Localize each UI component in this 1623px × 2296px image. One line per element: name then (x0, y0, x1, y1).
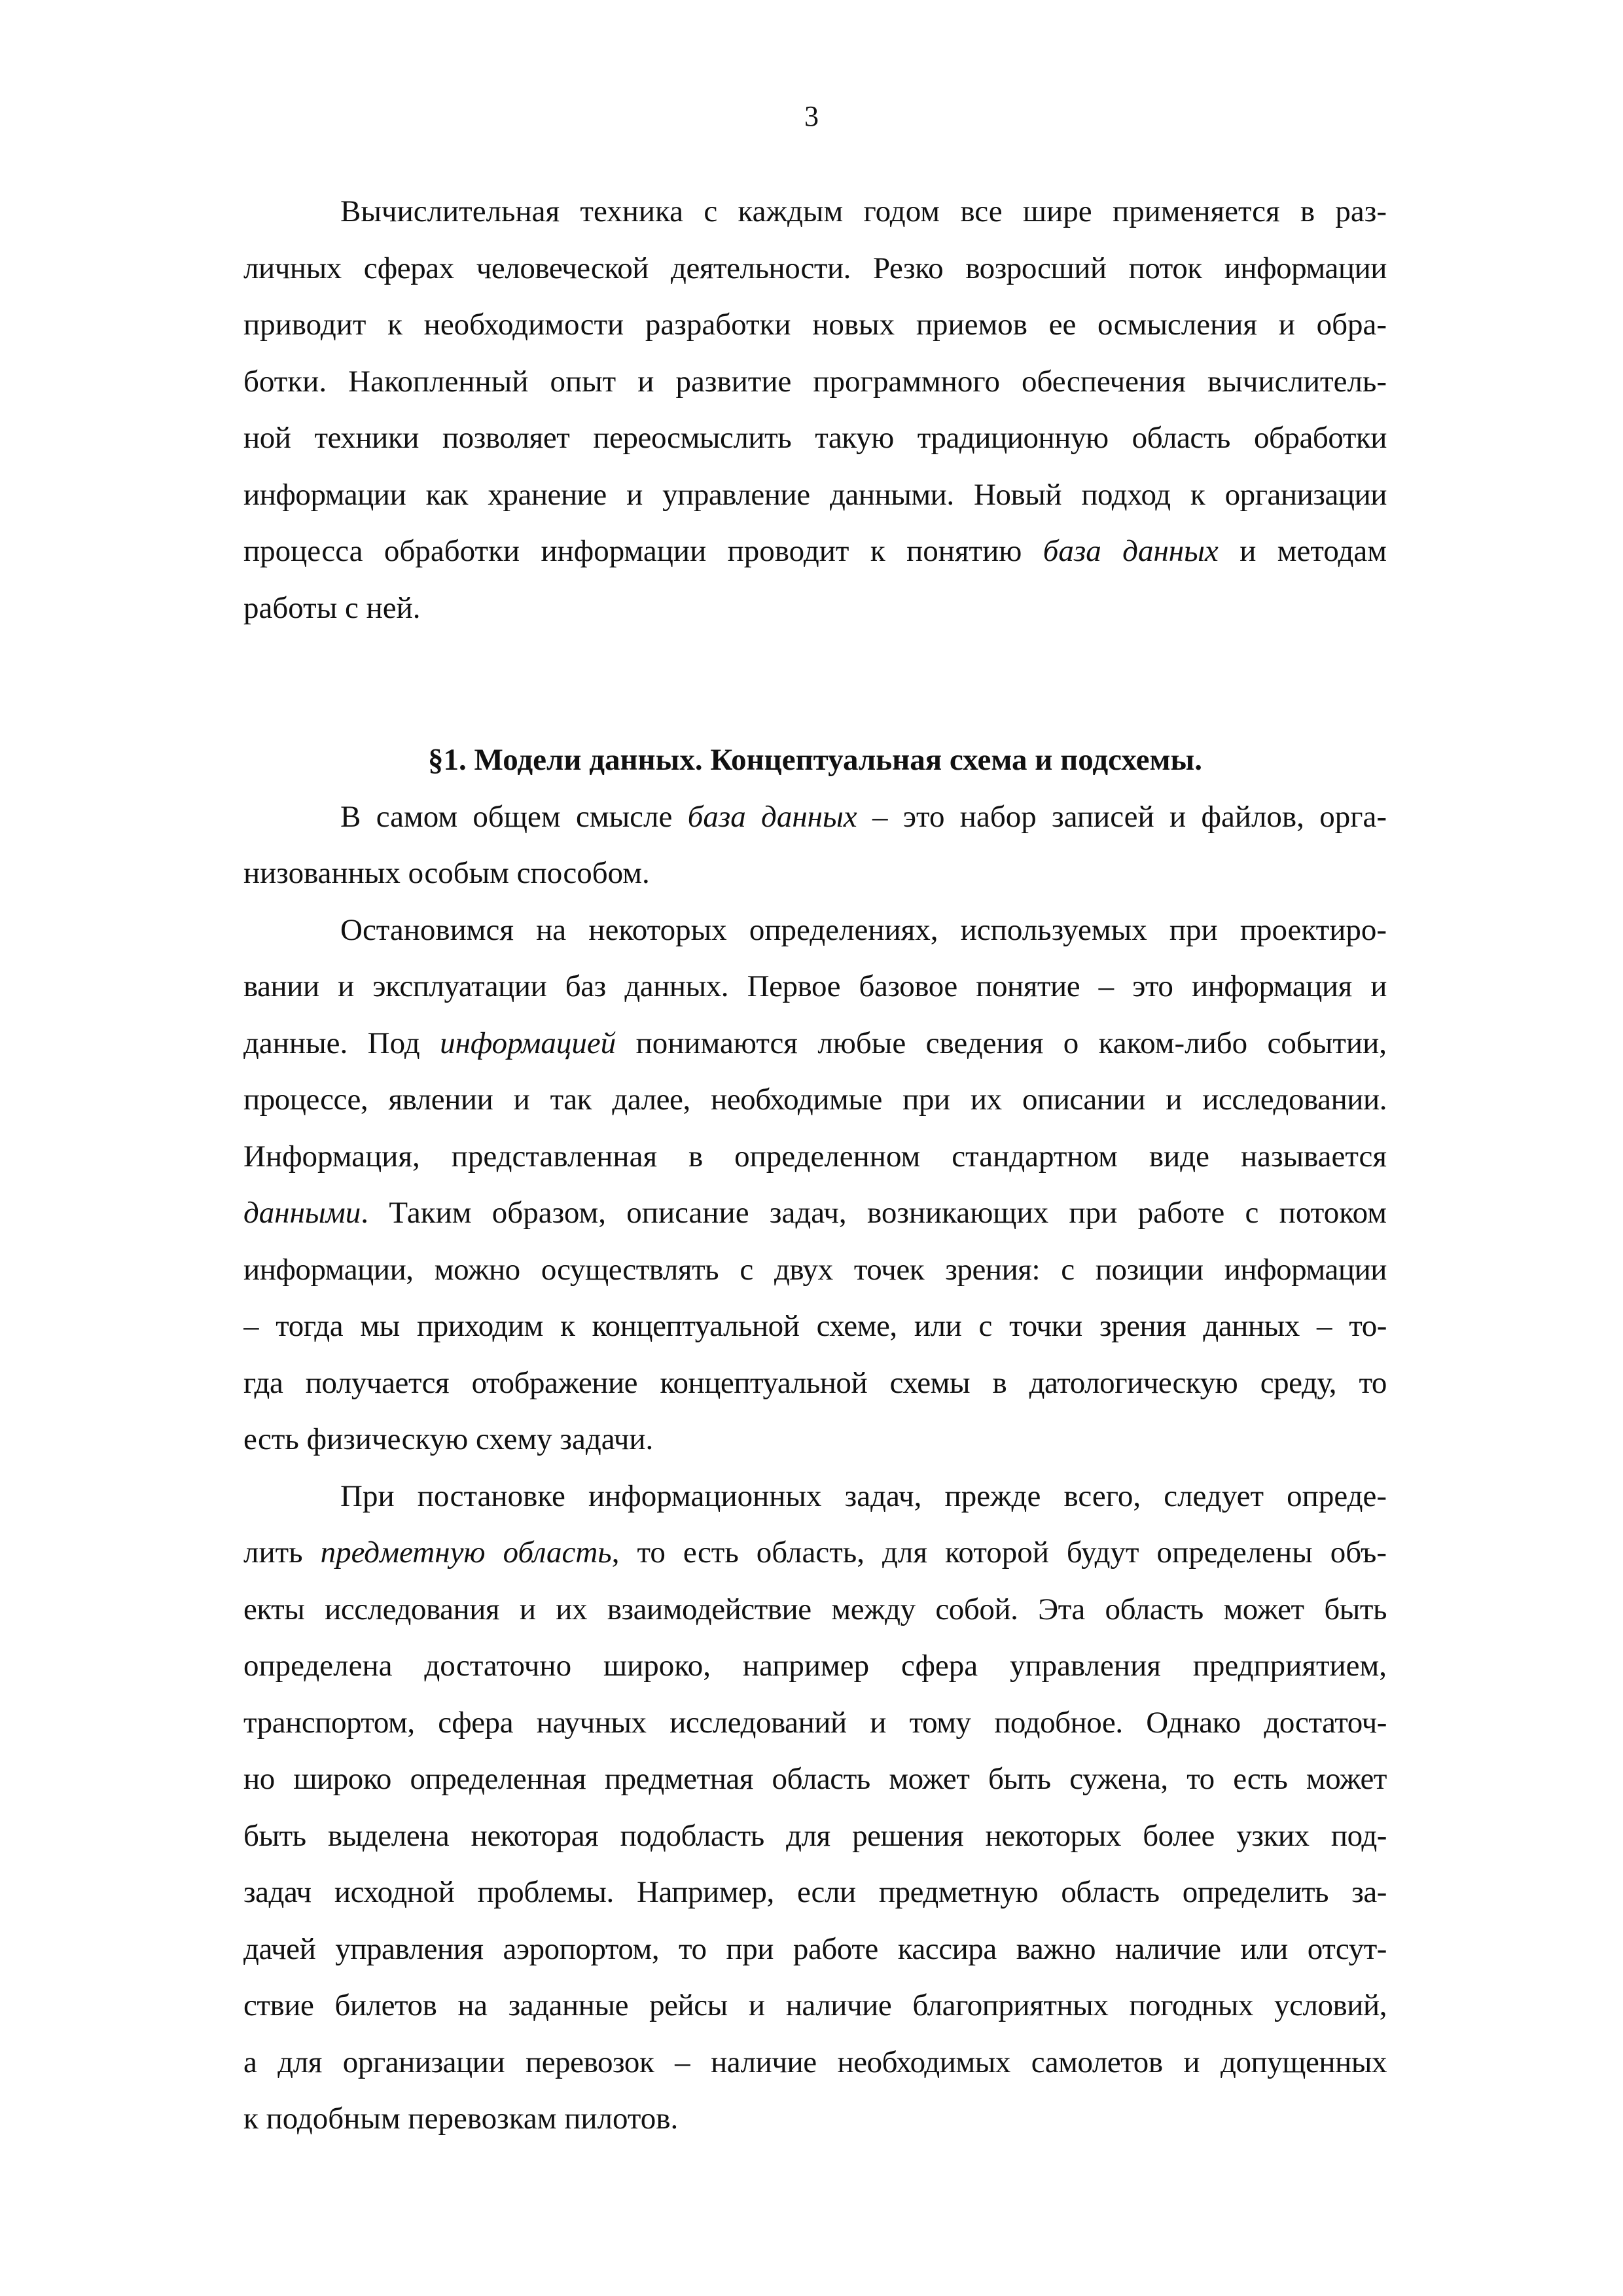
text-line (243, 1185, 1387, 1242)
text-line: низованных особым способом. (243, 856, 650, 890)
text-line: к подобным перевозкам пилотов. (243, 2102, 679, 2136)
text-line: личных сферах человеческой деятельности. Резко возросший поток информации (243, 251, 1387, 285)
section-heading: §1. Модели данных. Концептуальная схема и подсхемы. (427, 743, 1203, 777)
text-line: Вычислительная техника с каждым годом все шире применяется в раз- (340, 194, 1387, 228)
text-fragment: . Таким образом, описание задач, возникающих при работе с потоком (361, 1196, 1387, 1230)
text-line: но широко определенная предметная область может быть сужена, то есть может (243, 1762, 1387, 1796)
text-line: приводит к необходимости разработки новых приемов ее осмысления и обра- (243, 308, 1387, 342)
text-fragment: данные. Под (243, 1026, 440, 1060)
text-fragment: – это набор записей и файлов, орга- (857, 799, 1387, 834)
paragraph-information-data (243, 902, 1387, 1468)
text-line: транспортом, сфера научных исследований и тому подобное. Однако достаточ- (243, 1705, 1387, 1740)
text-line: При постановке информационных задач, прежде всего, следует опреде- (340, 1479, 1387, 1513)
italic-term: информацией (440, 1026, 616, 1060)
paragraph-subject-area (243, 1468, 1387, 2147)
text-line: информации, можно осуществлять с двух точек зрения: с позиции информации (243, 1252, 1387, 1287)
text-fragment: В самом общем смысле (340, 799, 688, 834)
text-line (243, 789, 1387, 846)
paragraph-definition (243, 789, 1387, 902)
text-line: Информация, представленная в определенном стандартном виде называется (243, 1139, 1387, 1174)
text-line: ботки. Накопленный опыт и развитие программного обеспечения вычислитель- (243, 364, 1387, 399)
text-line: есть физическую схему задачи. (243, 1422, 654, 1456)
text-line (243, 1015, 1387, 1072)
text-fragment: процесса обработки информации проводит к понятию (243, 534, 1043, 568)
text-line: ной техники позволяет переосмыслить такую традиционную область обработки (243, 421, 1387, 455)
page-number: 3 (804, 100, 819, 132)
italic-term: база данных (687, 799, 857, 834)
text-line: – тогда мы приходим к концептуальной схеме, или с точки зрения данных – то- (243, 1309, 1387, 1343)
italic-term: база данных (1043, 534, 1219, 568)
text-line: дачей управления аэропортом, то при работе кассира важно наличие или отсут- (243, 1931, 1387, 1966)
text-line: работы с ней. (243, 590, 421, 625)
text-fragment: понимаются любые сведения о каком-либо событии, (616, 1026, 1387, 1060)
text-line: процессе, явлении и так далее, необходимые при их описании и исследовании. (243, 1083, 1387, 1117)
italic-term: предметную область (320, 1535, 612, 1570)
text-line: информации как хранение и управление данными. Новый подход к организации (243, 477, 1387, 512)
text-line (243, 1524, 1387, 1581)
text-line: быть выделена некоторая подобласть для решения некоторых более узких под- (243, 1818, 1387, 1853)
italic-term: данными (243, 1196, 361, 1230)
text-line (243, 523, 1387, 580)
text-line: задач исходной проблемы. Например, если предметную область определить за- (243, 1875, 1387, 1909)
text-fragment: и методам (1218, 534, 1387, 568)
text-line: екты исследования и их взаимодействие между собой. Эта область может быть (243, 1592, 1387, 1626)
text-fragment: лить (243, 1535, 321, 1570)
text-line: вании и эксплуатации баз данных. Первое базовое понятие – это информация и (243, 969, 1387, 1003)
text-line: ствие билетов на заданные рейсы и наличие благоприятных погодных условий, (243, 1988, 1387, 2022)
text-fragment: , то есть область, для которой будут определены объ- (611, 1535, 1387, 1570)
text-line: Остановимся на некоторых определениях, используемых при проектиро- (340, 912, 1387, 947)
intro-paragraph (243, 183, 1387, 636)
text-line: а для организации перевозок – наличие необходимых самолетов и допущенных (243, 2045, 1387, 2079)
text-line: гда получается отображение концептуальной схемы в датологическую среду, то (243, 1365, 1387, 1400)
text-line: определена достаточно широко, например сфера управления предприятием, (243, 1649, 1387, 1683)
body-text (243, 183, 1387, 2147)
